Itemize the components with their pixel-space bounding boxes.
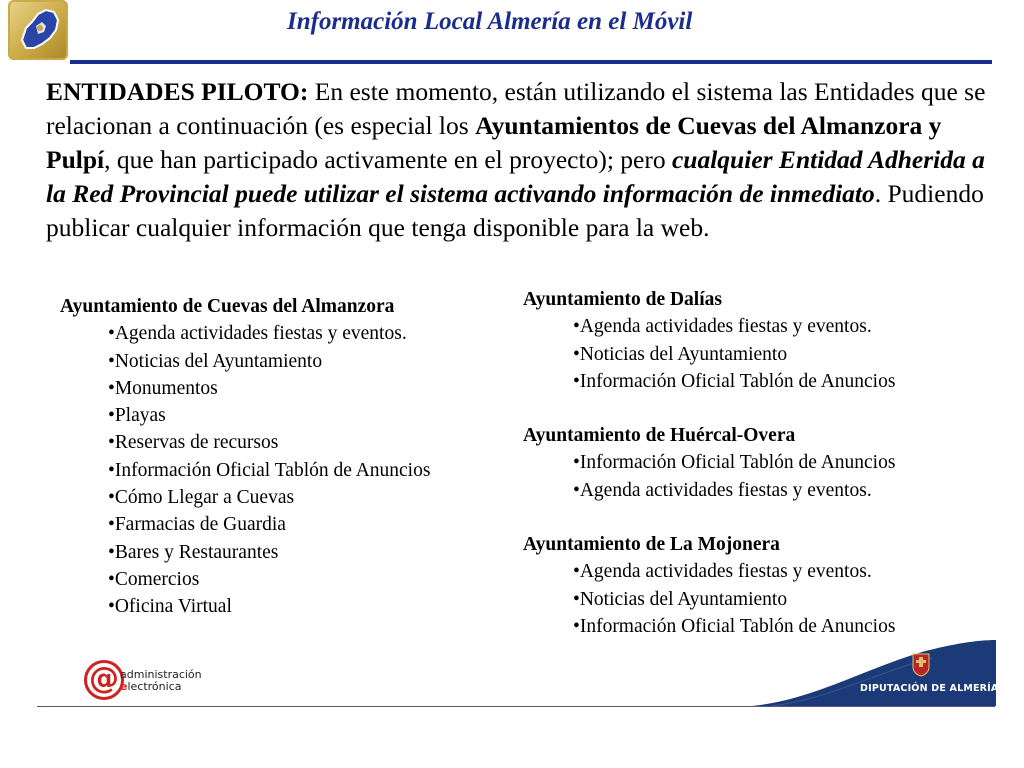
intro-paragraph: [46, 75, 986, 245]
ae-logo-line2: [120, 681, 202, 693]
intro-text-1: En este momento, están utilizando el sistema las Entidades que se relacionan a continuación (es especial los: [46, 77, 986, 140]
list-item: •Agenda actividades fiestas y eventos.: [573, 316, 872, 338]
list-item: •Bares y Restaurantes: [108, 541, 279, 563]
almeria-province-map-logo-icon: [8, 0, 68, 60]
section-title-huercal-overa: Ayuntamiento de Huércal-Overa: [523, 425, 796, 447]
la-mojonera-services-list: [523, 558, 993, 640]
ae-logo-text: [120, 669, 202, 693]
ae-logo-initial: e: [120, 680, 128, 693]
la-mojonera-group: [523, 531, 993, 640]
list-item: •Noticias del Ayuntamiento: [573, 343, 788, 365]
cuevas-services-list: [60, 320, 500, 620]
section-title-dalias: Ayuntamiento de Dalías: [523, 289, 722, 310]
intro-lead: ENTIDADES PILOTO:: [46, 77, 309, 106]
list-item: •Agenda actividades fiestas y eventos.: [573, 479, 872, 501]
list-item: •Reservas de recursos: [108, 432, 279, 454]
list-item: •Información Oficial Tablón de Anuncios: [108, 459, 431, 481]
list-item: •Noticias del Ayuntamiento: [108, 350, 323, 372]
intro-text-3: . Pudiendo publicar cualquier información que tenga disponible para la web.: [46, 179, 984, 242]
list-item: •Playas: [108, 405, 166, 427]
footer-divider: [37, 706, 995, 707]
section-title-la-mojonera: Ayuntamiento de La Mojonera: [523, 534, 780, 556]
list-item: •Farmacias de Guardia: [108, 514, 286, 536]
diputacion-shield-icon: [912, 653, 930, 677]
dalias-group: [523, 286, 993, 395]
intro-text-2: , que han participado activamente en el proyecto); pero: [104, 145, 672, 174]
section-title-cuevas: Ayuntamiento de Cuevas del Almanzora: [60, 296, 395, 317]
list-item: •Agenda actividades fiestas y eventos.: [573, 561, 872, 583]
list-item: •Oficina Virtual: [108, 596, 232, 618]
list-item: •Información Oficial Tablón de Anuncios: [573, 615, 896, 637]
diputacion-banner: [752, 640, 999, 706]
list-item: •Monumentos: [108, 377, 218, 399]
ae-logo-line1: administración: [120, 668, 202, 681]
administracion-electronica-logo-icon: [84, 660, 224, 704]
list-item: •Cómo Llegar a Cuevas: [108, 487, 295, 509]
cuevas-del-almanzora-section: [60, 293, 500, 621]
header-divider: [70, 60, 992, 64]
at-sign-icon: @: [84, 660, 124, 700]
list-item: •Información Oficial Tablón de Anuncios: [573, 370, 896, 392]
huercal-overa-group: [523, 422, 993, 504]
page-title: Información Local Almería en el Móvil: [287, 8, 693, 35]
list-item: •Comercios: [108, 568, 200, 590]
ae-logo-line2-rest: lectrónica: [127, 680, 182, 693]
list-item: •Noticias del Ayuntamiento: [573, 588, 788, 610]
list-item: •Agenda actividades fiestas y eventos.: [108, 323, 407, 345]
intro-highlight-ayuntamientos: Ayuntamientos de Cuevas del Almanzora y Pulpí: [46, 111, 942, 174]
list-item: •Información Oficial Tablón de Anuncios: [573, 452, 896, 474]
other-entities-section: [523, 286, 993, 640]
dalias-services-list: [523, 313, 993, 395]
intro-highlight-red-provincial: cualquier Entidad Adherida a la Red Provincial puede utilizar el sistema activando información de inmediato: [46, 145, 985, 208]
diputacion-label: DIPUTACIÓN DE ALMERÍA: [860, 683, 999, 694]
huercal-overa-services-list: [523, 449, 993, 504]
